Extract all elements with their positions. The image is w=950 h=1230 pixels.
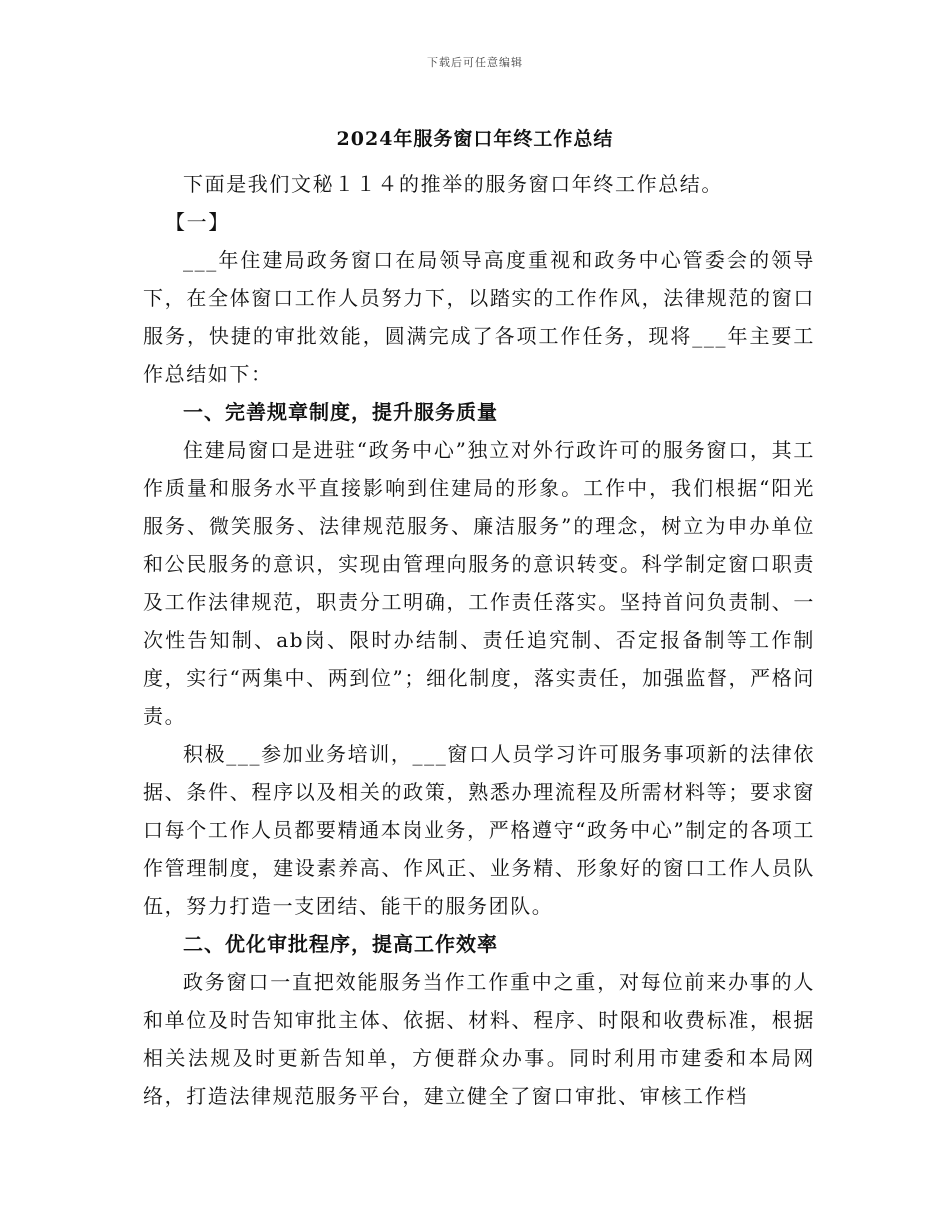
paragraph-4: 政务窗口一直把效能服务当作工作重中之重，对每位前来办事的人和单位及时告知审批主体、依据、材料、程序、时限和收费标准，根据相关法规及时更新告知单，方便群众办事。同时利用市建委和本局网络，打造法律规范服务平台，建立健全了窗口审批、审核工作档 [143, 970, 815, 1108]
section-heading-2: 二、优化审批程序，提高工作效率 [183, 932, 498, 956]
part-label: 【一】 [165, 210, 230, 234]
paragraph-1: ___年住建局政务窗口在局领导高度重视和政务中心管委会的领导下，在全体窗口工作人员努力下，以踏实的工作作风，法律规范的窗口服务，快捷的审批效能，圆满完成了各项工作任务，现将___年主要工作总结如下： [143, 248, 815, 386]
document-body [143, 165, 815, 1115]
paragraph-2: 住建局窗口是进驻“政务中心”独立对外行政许可的服务窗口，其工作质量和服务水平直接影响到住建局的形象。工作中，我们根据“阳光服务、微笑服务、法律规范服务、廉洁服务”的理念，树立为申办单位和公民服务的意识，实现由管理向服务的意识转变。科学制定窗口职责及工作法律规范，职责分工明确，工作责任落实。坚持首问负责制、一次性告知制、ab岗、限时办结制、责任追究制、否定报备制等工作制度，实行“两集中、两到位”；细化制度，落实责任，加强监督，严格问责。 [143, 438, 815, 728]
page-header-note: 下载后可任意编辑 [427, 56, 523, 69]
document-title: 2024年服务窗口年终工作总结 [336, 128, 614, 150]
intro-paragraph: 下面是我们文秘１１４的推举的服务窗口年终工作总结。 [183, 172, 723, 196]
section-heading-1: 一、完善规章制度，提升服务质量 [183, 400, 498, 424]
paragraph-3: 积极___参加业务培训，___窗口人员学习许可服务事项新的法律依据、条件、程序以及相关的政策，熟悉办理流程及所需材料等；要求窗口每个工作人员都要精通本岗业务，严格遵守“政务中心”制定的各项工作管理制度，建设素养高、作风正、业务精、形象好的窗口工作人员队伍，努力打造一支团结、能干的服务团队。 [143, 742, 815, 918]
